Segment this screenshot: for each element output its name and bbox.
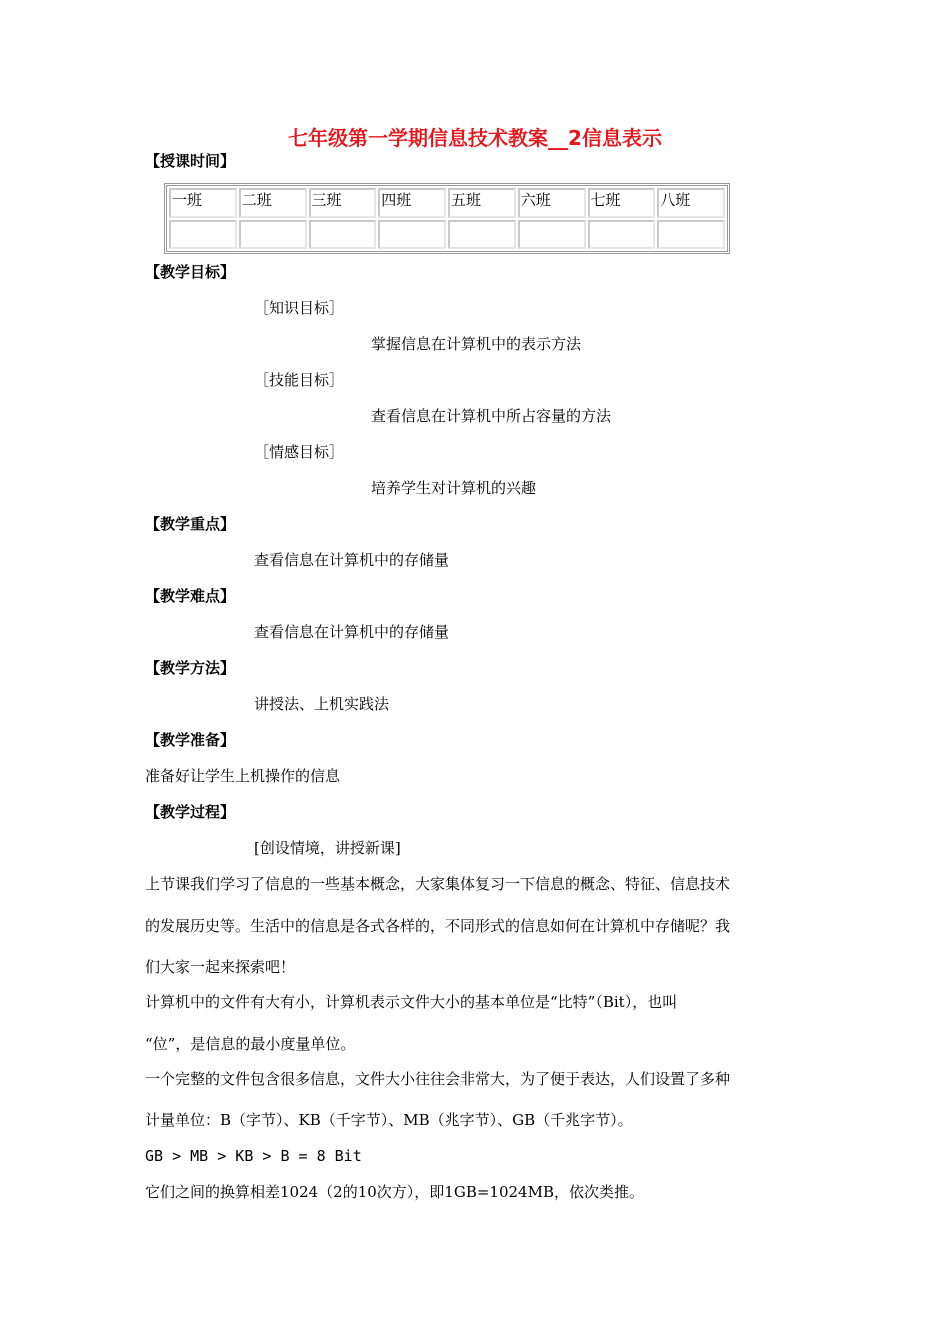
paragraph-line: 计量单位：B（字节）、KB（千字节）、MB（兆字节）、GB（千兆字节）。 — [145, 1111, 633, 1129]
time-cell — [169, 220, 237, 250]
document-title: 七年级第一学期信息技术教案__2信息表示 — [288, 126, 662, 150]
schedule-heading: 【授课时间】 — [145, 152, 236, 170]
paragraph-line: 它们之间的换算相差1024（2的10次方），即1GB=1024MB，依次类推。 — [145, 1183, 644, 1201]
process-subheading: [创设情境，讲授新课] — [254, 839, 401, 857]
time-cell — [448, 220, 516, 250]
class-header-cell: 五班 — [448, 188, 516, 218]
emotion-goal-text: 培养学生对计算机的兴趣 — [371, 479, 537, 497]
knowledge-goal-text: 掌握信息在计算机中的表示方法 — [371, 335, 582, 353]
emotion-goal-label: ［情感目标］ — [254, 443, 345, 461]
paragraph-line: “位”，是信息的最小度量单位。 — [145, 1035, 356, 1053]
difficult-points-text: 查看信息在计算机中的存储量 — [254, 623, 450, 641]
class-header-cell: 三班 — [309, 188, 377, 218]
methods-heading: 【教学方法】 — [145, 659, 236, 677]
preparation-heading: 【教学准备】 — [145, 731, 236, 749]
time-cell — [309, 220, 377, 250]
methods-text: 讲授法、上机实践法 — [254, 695, 390, 713]
difficult-points-heading: 【教学难点】 — [145, 587, 236, 605]
class-header-cell: 六班 — [518, 188, 586, 218]
knowledge-goal-label: ［知识目标］ — [254, 299, 345, 317]
time-cell — [588, 220, 656, 250]
paragraph-line: 计算机中的文件有大有小，计算机表示文件大小的基本单位是“比特”（Bit），也叫 — [145, 993, 678, 1011]
preparation-text: 准备好让学生上机操作的信息 — [145, 767, 341, 785]
class-header-cell: 七班 — [588, 188, 656, 218]
time-cell — [657, 220, 725, 250]
time-cell — [378, 220, 446, 250]
paragraph-line: 上节课我们学习了信息的一些基本概念，大家集体复习一下信息的概念、特征、信息技术 — [145, 875, 731, 893]
paragraph-line: 一个完整的文件包含很多信息，文件大小往往会非常大，为了便于表达，人们设置了多种 — [145, 1070, 731, 1088]
unit-order-line: GB > MB > KB > B = 8 Bit — [145, 1147, 362, 1165]
skill-goal-label: ［技能目标］ — [254, 371, 345, 389]
class-header-cell: 一班 — [169, 188, 237, 218]
paragraph-line: 们大家一起来探索吧！ — [145, 958, 296, 976]
time-cell — [239, 220, 307, 250]
key-points-text: 查看信息在计算机中的存储量 — [254, 551, 450, 569]
time-cell — [518, 220, 586, 250]
process-heading: 【教学过程】 — [145, 803, 236, 821]
class-header-cell: 四班 — [378, 188, 446, 218]
key-points-heading: 【教学重点】 — [145, 515, 236, 533]
class-header-cell: 八班 — [657, 188, 725, 218]
paragraph-line: 的发展历史等。生活中的信息是各式各样的，不同形式的信息如何在计算机中存储呢？我 — [145, 917, 731, 935]
goals-heading: 【教学目标】 — [145, 263, 236, 281]
class-header-cell: 二班 — [239, 188, 307, 218]
skill-goal-text: 查看信息在计算机中所占容量的方法 — [371, 407, 612, 425]
schedule-table — [164, 183, 730, 254]
